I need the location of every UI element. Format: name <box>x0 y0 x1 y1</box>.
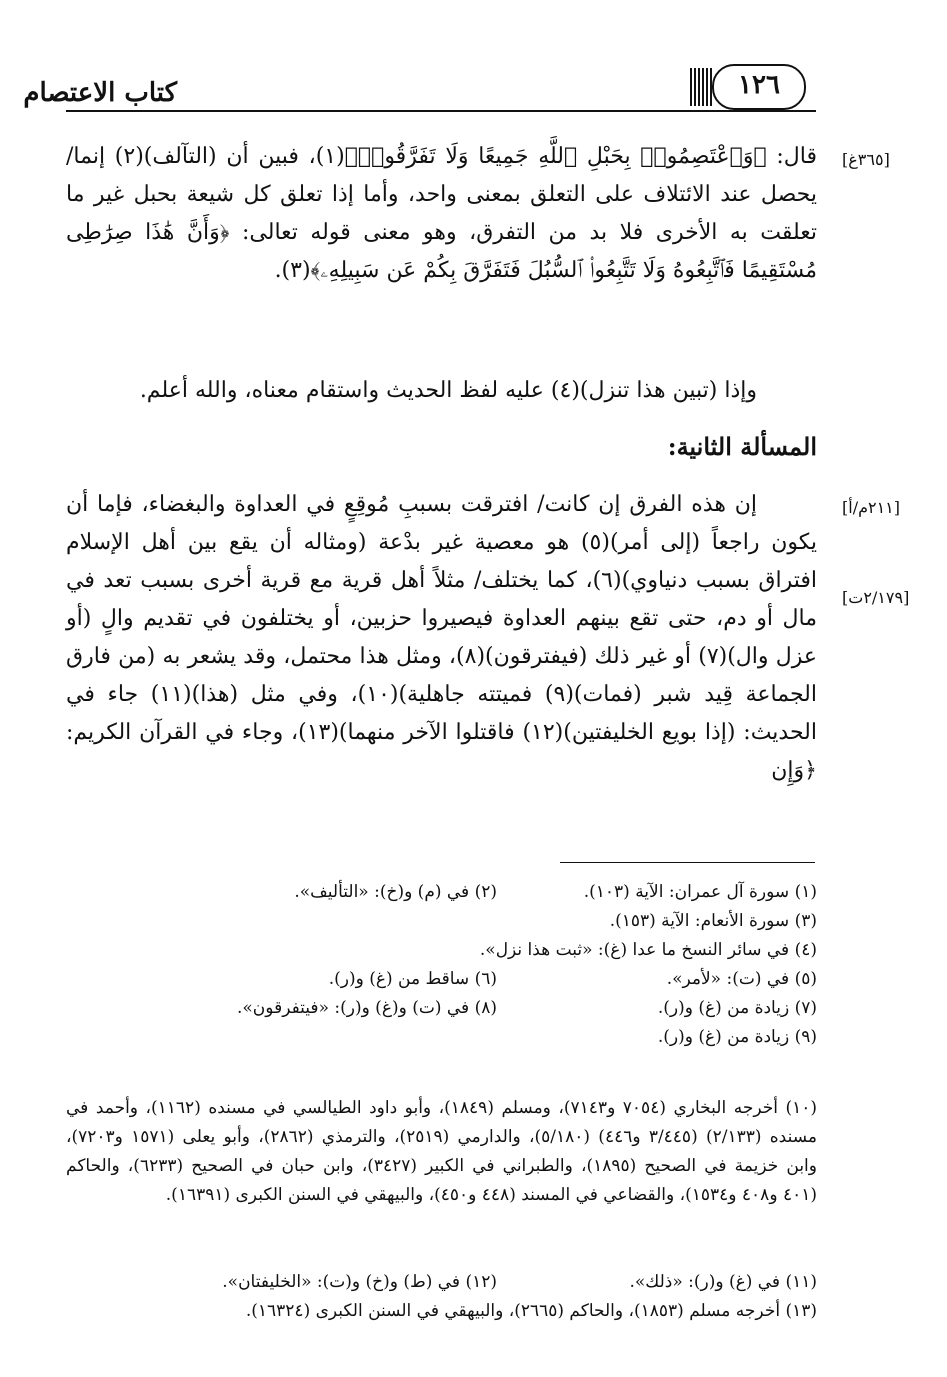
footnote: (٦) ساقط من (غ) و(ر). <box>328 969 497 989</box>
header-rule <box>66 110 816 112</box>
paragraph-text: وإذا (تبين هذا تنزل)(٤) عليه لفظ الحديث واستقام معناه، والله أعلم. <box>139 378 757 403</box>
header-ornament-bars <box>690 68 712 106</box>
footnote: (٧) زيادة من (غ) و(ر). <box>657 998 817 1018</box>
footnote: (١٠) أخرجه البخاري (٧٠٥٤ و٧١٤٣)، ومسلم (١٨٤٩)، وأبو داود الطيالسي في مسنده (١١٦٢)، وأحمد في مسنده (٢/١٣٣) (٣/٤٤٥ و٤٤٦) (٥/١٨٠)، والدارمي (٢٥١٩)، والترمذي (٢٨٦٢)، وأبو يعلى (١٥٧١ و٧٢٠٣)، وابن خزيمة في الصحيح (١٨٩٥)، والطبراني في الكبير (٣٤٢٧)، وابن حبان في الصحيح (٦٢٣٣)، والحاكم (٤٠١ و٤٠٨ و١٥٣٤)، والقضاعي في المسند (٤٤٨ و٤٥٠)، والبيهقي في السنن الكبرى (١٦٣٩١). <box>66 1098 817 1205</box>
paragraph-text: إن هذه الفرق إن كانت/ افترقت بسببِ مُوقِعٍ في العداوة والبغضاء، فإما أن يكون راجعاً (إلى أمر)(٥) هو معصية غير بدْعة (ومثاله أن يقع بين أهل الإسلام افتراق بسبب دنياوي)(٦)، كما يختلف/ مثلاً أهل قرية مع قرية أخرى بسبب تعد في مال أو دم، حتى تقع بينهم العداوة فيصيروا حزبين، أو يختلفون في تقديم والٍ (أو عزل وال)(٧) أو غير ذلك (فيفترقون)(٨)، ومثل هذا محتمل، وقد يشعر به (من فارق الجماعة قِيد شبر (فمات)(٩) فميتته جاهلية)(١٠)، وفي مثل (هذا)(١١) جاء في الحديث: (إذا بويع الخليفتين)(١٢) فاقتلوا الآخر منهما)(١٣)، وجاء في القرآن الكريم: ﴿وَإِن <box>66 492 817 783</box>
margin-ref-1: [٣٦٥غ] <box>842 150 890 169</box>
margin-ref-2: [٢١١م/أ] <box>842 498 901 517</box>
footnotes-short <box>66 878 817 1052</box>
footnote: (١٢) في (ط) و(خ) و(ت): «الخليفتان». <box>222 1272 497 1292</box>
body-paragraph-3 <box>66 486 817 790</box>
running-header-title: كتاب الاعتصام <box>23 78 177 108</box>
footnote: (٤) في سائر النسخ ما عدا (غ): «ثبت هذا نزل». <box>479 940 817 960</box>
footnote-row <box>66 1297 817 1326</box>
footnote: (١) سورة آل عمران: الآية (١٠٣). <box>583 882 817 902</box>
body-paragraph-1 <box>66 138 817 290</box>
footnote: (٢) في (م) و(خ): «التأليف». <box>294 882 497 902</box>
footnotes-last <box>66 1268 817 1326</box>
footnote-long <box>66 1094 817 1210</box>
margin-ref-3: [٢/١٧٩ت] <box>842 588 910 607</box>
body-paragraph-2 <box>66 372 817 410</box>
footnote: (٨) في (ت) و(غ) و(ر): «فيتفرقون». <box>237 998 497 1018</box>
footnote-row <box>66 965 817 994</box>
footnote-row <box>66 1023 817 1052</box>
footnote-row <box>66 878 817 907</box>
footnote-row <box>66 907 817 936</box>
footnote-row <box>66 1268 817 1297</box>
footnote-row <box>66 994 817 1023</box>
page-number: ١٢٦ <box>738 70 780 100</box>
section-title: المسألة الثانية: <box>667 432 817 461</box>
footnote-row <box>66 936 817 965</box>
footnote: (٥) في (ت): «لأمر». <box>666 969 817 989</box>
footnote: (٣) سورة الأنعام: الآية (١٥٣). <box>609 911 817 931</box>
footnote: (٩) زيادة من (غ) و(ر). <box>657 1027 817 1047</box>
footnote: (١٣) أخرجه مسلم (١٨٥٣)، والحاكم (٢٦٦٥)، والبيهقي في السنن الكبرى (١٦٣٢٤). <box>245 1301 817 1321</box>
paragraph-text: قال: ﴿وَٱعْتَصِمُوا۟ بِحَبْلِ ٱللَّهِ جَمِيعًا وَلَا تَفَرَّقُوا۟﴾(١)، فبين أن (التآلف)(٢) إنما/ يحصل عند الائتلاف على التعلق بمعنى واحد، وأما إذا تعلق كل شيعة بحبل غير ما تعلقت به الأخرى فلا بد من التفرق، وهو معنى قوله تعالى: ﴿وَأَنَّ هَٰذَا صِرَٰطِى مُسْتَقِيمًا فَٱتَّبِعُوهُ وَلَا تَتَّبِعُوا۟ ٱلسُّبُلَ فَتَفَرَّقَ بِكُمْ عَن سَبِيلِهِۦ﴾(٣). <box>66 144 817 283</box>
footnote: (١١) في (غ) و(ر): «ذلك». <box>629 1272 817 1292</box>
footnote-separator <box>560 862 815 863</box>
